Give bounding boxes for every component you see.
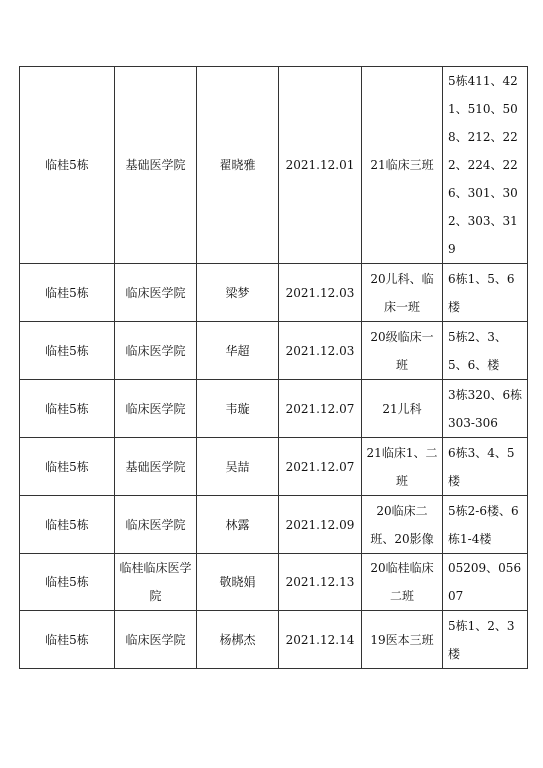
roster-table: [19, 66, 528, 669]
college-cell: 临床医学院: [115, 264, 197, 322]
class-cell: 20级临床一班: [362, 322, 443, 380]
table-row: [20, 67, 528, 264]
college-cell: 临床医学院: [115, 322, 197, 380]
class-cell: 20儿科、临床一班: [362, 264, 443, 322]
building-cell: 临桂5栋: [20, 67, 115, 264]
name-cell: 梁梦: [197, 264, 279, 322]
name-cell: 韦璇: [197, 380, 279, 438]
class-cell: 20临桂临床二班: [362, 554, 443, 611]
class-cell: 19医本三班: [362, 611, 443, 669]
college-cell: 临床医学院: [115, 496, 197, 554]
date-cell: 2021.12.03: [279, 264, 362, 322]
rooms-cell: 6栋3、4、5楼: [443, 438, 528, 496]
rooms-cell: 5栋1、2、3楼: [443, 611, 528, 669]
date-cell: 2021.12.09: [279, 496, 362, 554]
table-row: [20, 611, 528, 669]
building-cell: 临桂5栋: [20, 380, 115, 438]
class-cell: 21儿科: [362, 380, 443, 438]
class-cell: 21临床1、二班: [362, 438, 443, 496]
building-cell: 临桂5栋: [20, 611, 115, 669]
table-row: [20, 380, 528, 438]
college-cell: 基础医学院: [115, 67, 197, 264]
college-cell: 临床医学院: [115, 380, 197, 438]
building-cell: 临桂5栋: [20, 264, 115, 322]
date-cell: 2021.12.07: [279, 438, 362, 496]
college-cell: 临床医学院: [115, 611, 197, 669]
building-cell: 临桂5栋: [20, 496, 115, 554]
rooms-cell: 5栋2-6楼、6栋1-4楼: [443, 496, 528, 554]
rooms-cell: 05209、05607: [443, 554, 528, 611]
rooms-cell: 5栋2、3、5、6、楼: [443, 322, 528, 380]
name-cell: 华超: [197, 322, 279, 380]
name-cell: 杨梆杰: [197, 611, 279, 669]
name-cell: 翟晓雅: [197, 67, 279, 264]
table-row: [20, 496, 528, 554]
date-cell: 2021.12.14: [279, 611, 362, 669]
rooms-cell: 5栋411、421、510、508、212、222、224、226、301、302、303、319: [443, 67, 528, 264]
building-cell: 临桂5栋: [20, 554, 115, 611]
date-cell: 2021.12.07: [279, 380, 362, 438]
name-cell: 敬晓娟: [197, 554, 279, 611]
college-cell: 临桂临床医学院: [115, 554, 197, 611]
table-row: [20, 554, 528, 611]
name-cell: 吴喆: [197, 438, 279, 496]
name-cell: 林露: [197, 496, 279, 554]
class-cell: 20临床二班、20影像: [362, 496, 443, 554]
building-cell: 临桂5栋: [20, 438, 115, 496]
college-cell: 基础医学院: [115, 438, 197, 496]
rooms-cell: 6栋1、5、6楼: [443, 264, 528, 322]
table-row: [20, 264, 528, 322]
class-cell: 21临床三班: [362, 67, 443, 264]
rooms-cell: 3栋320、6栋303-306: [443, 380, 528, 438]
date-cell: 2021.12.13: [279, 554, 362, 611]
date-cell: 2021.12.03: [279, 322, 362, 380]
building-cell: 临桂5栋: [20, 322, 115, 380]
table-row: [20, 322, 528, 380]
table-row: [20, 438, 528, 496]
date-cell: 2021.12.01: [279, 67, 362, 264]
